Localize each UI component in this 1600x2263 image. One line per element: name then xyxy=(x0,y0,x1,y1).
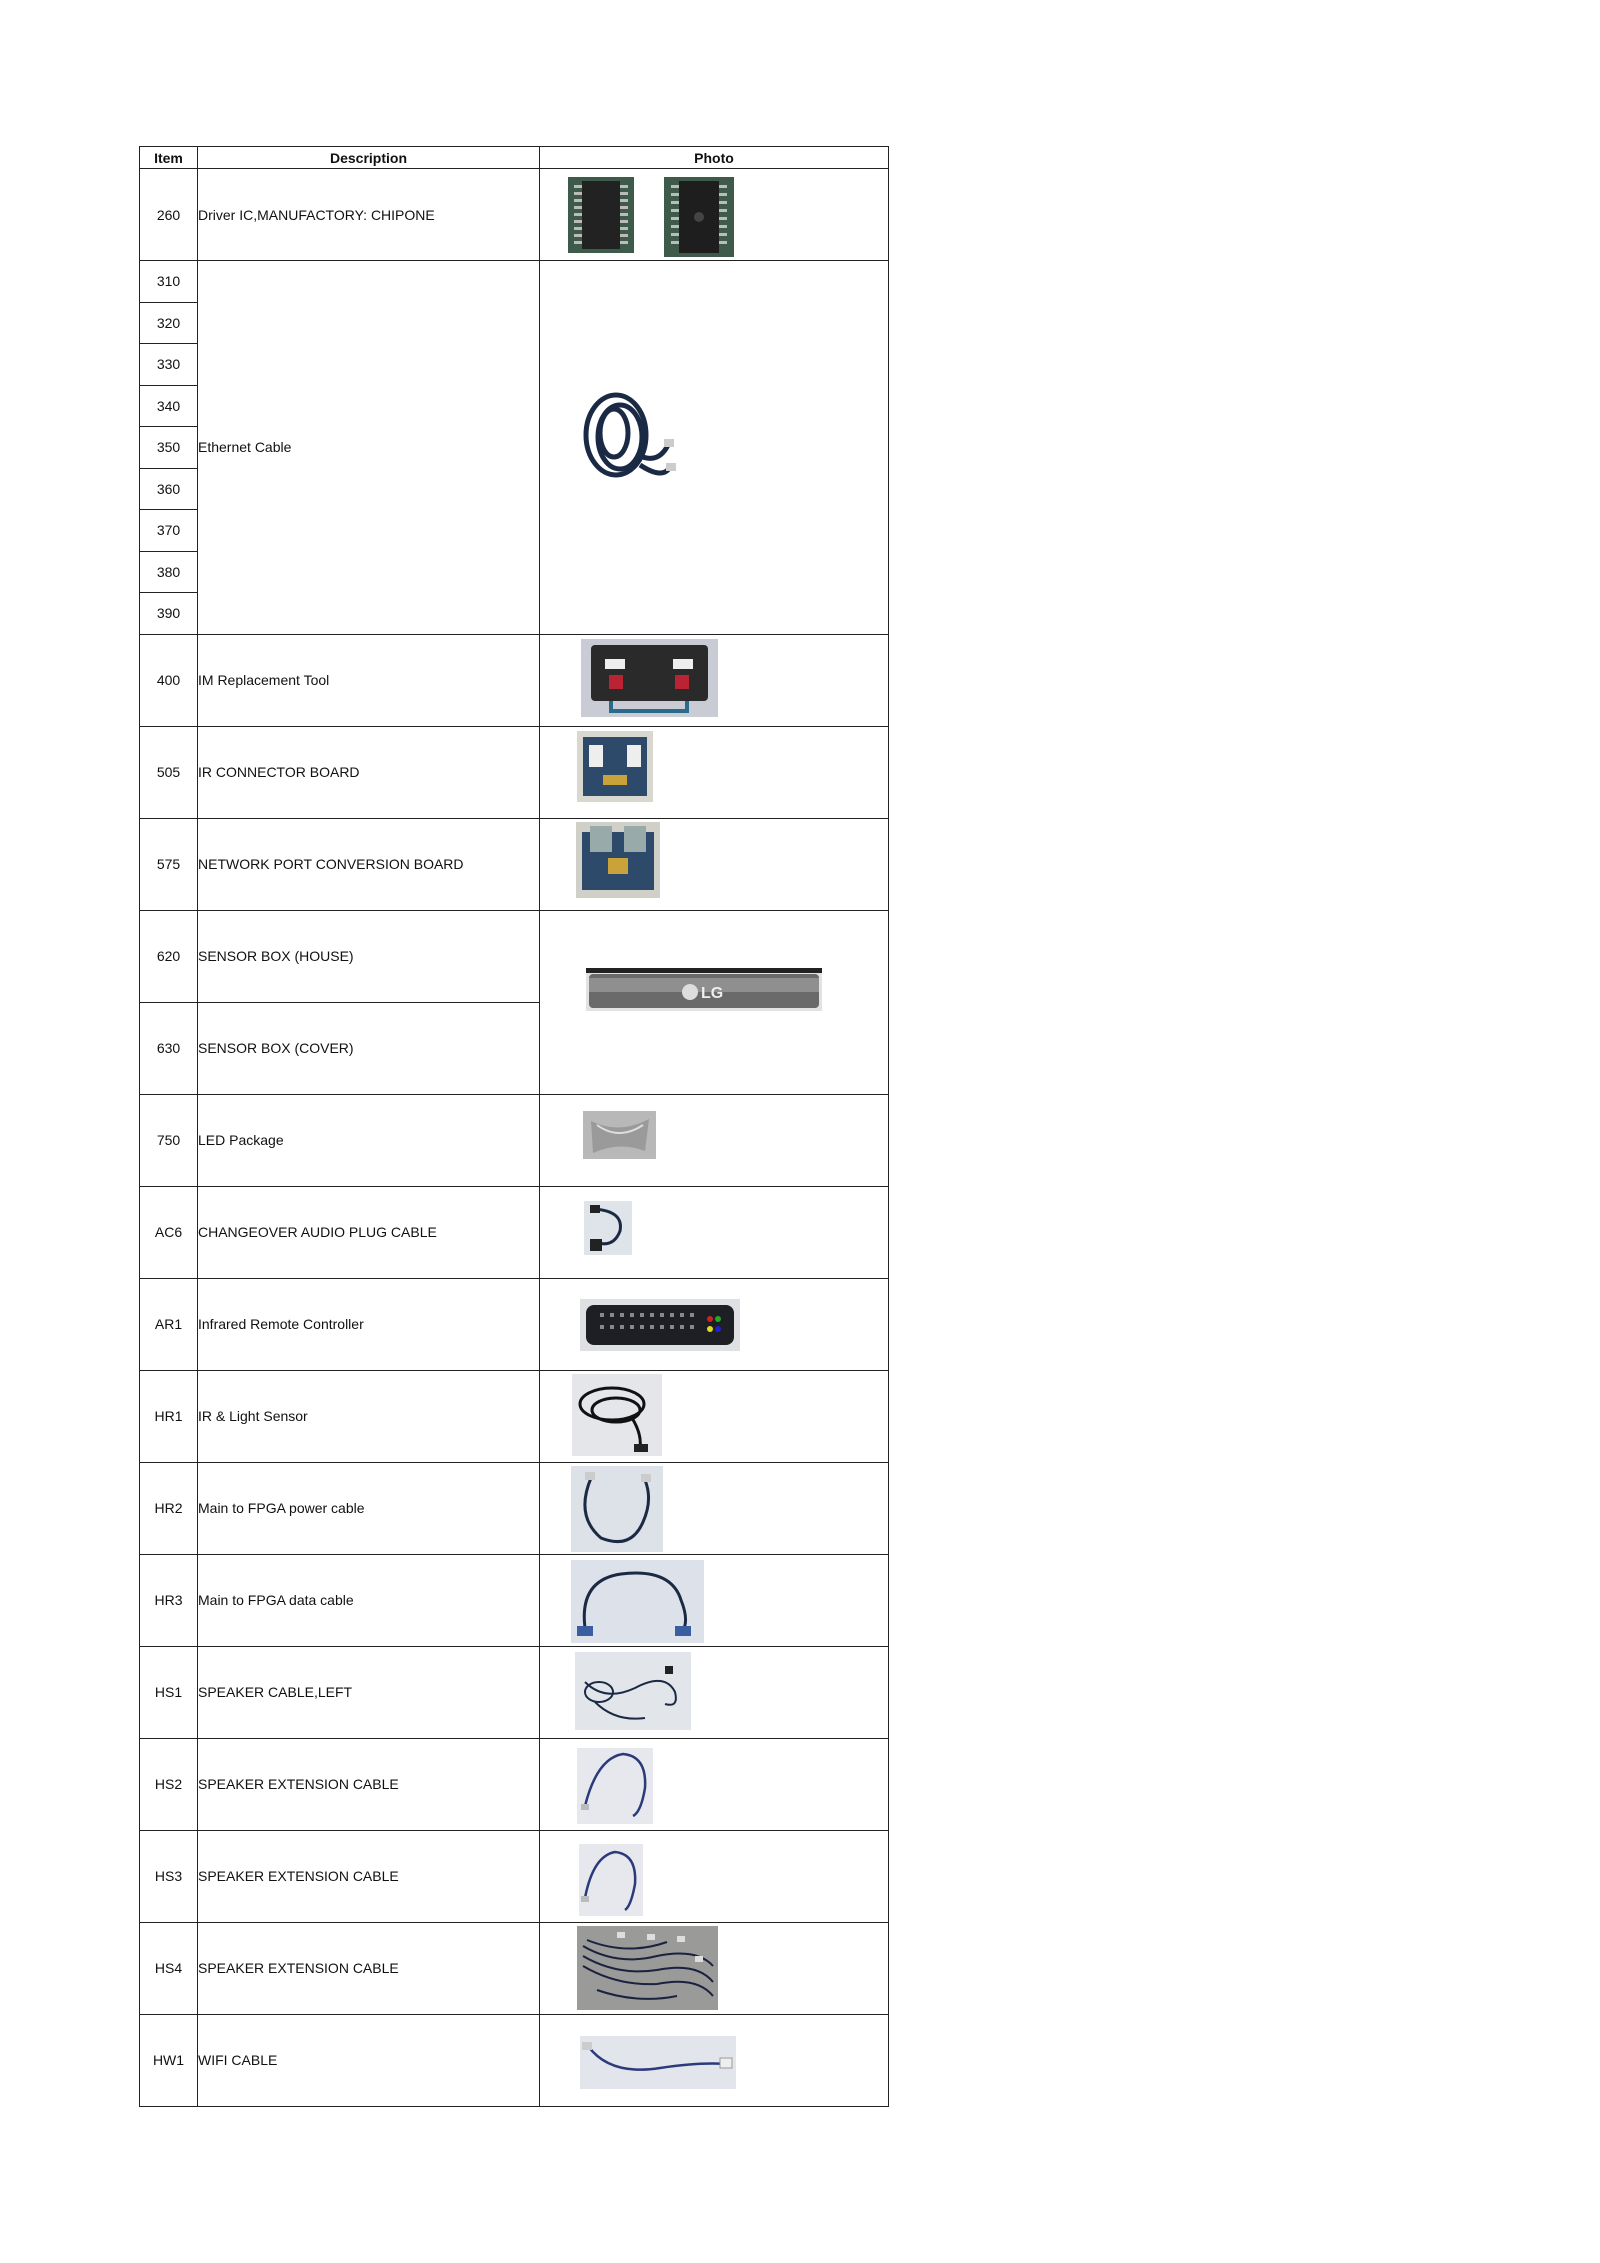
table-row xyxy=(140,169,889,261)
ir-light-sensor-photo xyxy=(540,1370,889,1462)
ir-connector-board-photo xyxy=(540,726,889,818)
table-row xyxy=(140,1094,889,1186)
description-cell: WIFI CABLE xyxy=(198,2014,540,2106)
item-cell: AC6 xyxy=(140,1186,198,1278)
network-port-board-photo xyxy=(540,818,889,910)
description-cell: CHANGEOVER AUDIO PLUG CABLE xyxy=(198,1186,540,1278)
table-row xyxy=(140,818,889,910)
table-row xyxy=(140,261,889,303)
description-cell: IR CONNECTOR BOARD xyxy=(198,726,540,818)
header-row xyxy=(140,147,889,169)
description-cell: SPEAKER EXTENSION CABLE xyxy=(198,1830,540,1922)
remote-controller-photo xyxy=(540,1278,889,1370)
item-cell: 390 xyxy=(140,593,198,635)
sensor-box-photo xyxy=(540,910,889,1094)
item-cell: AR1 xyxy=(140,1278,198,1370)
table-row xyxy=(140,1278,889,1370)
audio-plug-cable-photo xyxy=(540,1186,889,1278)
description-cell: Driver IC,MANUFACTORY: CHIPONE xyxy=(198,169,540,261)
description-cell: SPEAKER EXTENSION CABLE xyxy=(198,1922,540,2014)
description-cell: SPEAKER CABLE,LEFT xyxy=(198,1646,540,1738)
header-item: Item xyxy=(140,147,198,169)
table-row xyxy=(140,1738,889,1830)
ethernet-cable-photo xyxy=(540,261,889,635)
description-cell: Ethernet Cable xyxy=(198,261,540,635)
table-row xyxy=(140,2014,889,2106)
description-cell: SPEAKER EXTENSION CABLE xyxy=(198,1738,540,1830)
header-photo: Photo xyxy=(540,147,889,169)
item-cell: 620 xyxy=(140,910,198,1002)
item-cell: 400 xyxy=(140,634,198,726)
table-row xyxy=(140,1922,889,2014)
item-cell: 750 xyxy=(140,1094,198,1186)
parts-table xyxy=(139,146,889,2107)
table-row xyxy=(140,1186,889,1278)
table-row xyxy=(140,1462,889,1554)
item-cell: HS3 xyxy=(140,1830,198,1922)
description-cell: IR & Light Sensor xyxy=(198,1370,540,1462)
description-cell: Main to FPGA power cable xyxy=(198,1462,540,1554)
item-cell: HR3 xyxy=(140,1554,198,1646)
item-cell: 370 xyxy=(140,510,198,552)
item-cell: 330 xyxy=(140,344,198,386)
item-cell: 350 xyxy=(140,427,198,469)
description-cell: Main to FPGA data cable xyxy=(198,1554,540,1646)
led-package-photo xyxy=(540,1094,889,1186)
item-cell: 505 xyxy=(140,726,198,818)
table-row xyxy=(140,726,889,818)
table-row xyxy=(140,634,889,726)
item-cell: 360 xyxy=(140,468,198,510)
item-cell: 380 xyxy=(140,551,198,593)
lg-logo: LG xyxy=(701,984,724,1002)
description-cell: NETWORK PORT CONVERSION BOARD xyxy=(198,818,540,910)
item-cell: 260 xyxy=(140,169,198,261)
speaker-extension-cable-photo xyxy=(540,1738,889,1830)
item-cell: HS4 xyxy=(140,1922,198,2014)
wifi-cable-photo xyxy=(540,2014,889,2106)
table-row xyxy=(140,910,889,1002)
item-cell: 575 xyxy=(140,818,198,910)
item-cell: 320 xyxy=(140,302,198,344)
description-cell: SENSOR BOX (COVER) xyxy=(198,1002,540,1094)
item-cell: HR1 xyxy=(140,1370,198,1462)
table-row xyxy=(140,1370,889,1462)
description-cell: Infrared Remote Controller xyxy=(198,1278,540,1370)
item-cell: HR2 xyxy=(140,1462,198,1554)
item-cell: 310 xyxy=(140,261,198,303)
table-row xyxy=(140,1830,889,1922)
driver-ic-photo xyxy=(540,169,889,261)
fpga-power-cable-photo xyxy=(540,1462,889,1554)
table-row xyxy=(140,1646,889,1738)
fpga-data-cable-photo xyxy=(540,1554,889,1646)
item-cell: HS2 xyxy=(140,1738,198,1830)
speaker-extension-cable-bundle-photo xyxy=(540,1922,889,2014)
description-cell: SENSOR BOX (HOUSE) xyxy=(198,910,540,1002)
description-cell: IM Replacement Tool xyxy=(198,634,540,726)
speaker-cable-photo xyxy=(540,1646,889,1738)
item-cell: 630 xyxy=(140,1002,198,1094)
header-description: Description xyxy=(198,147,540,169)
item-cell: HW1 xyxy=(140,2014,198,2106)
replacement-tool-photo xyxy=(540,634,889,726)
table-row xyxy=(140,1554,889,1646)
speaker-extension-cable-photo xyxy=(540,1830,889,1922)
item-cell: HS1 xyxy=(140,1646,198,1738)
item-cell: 340 xyxy=(140,385,198,427)
description-cell: LED Package xyxy=(198,1094,540,1186)
